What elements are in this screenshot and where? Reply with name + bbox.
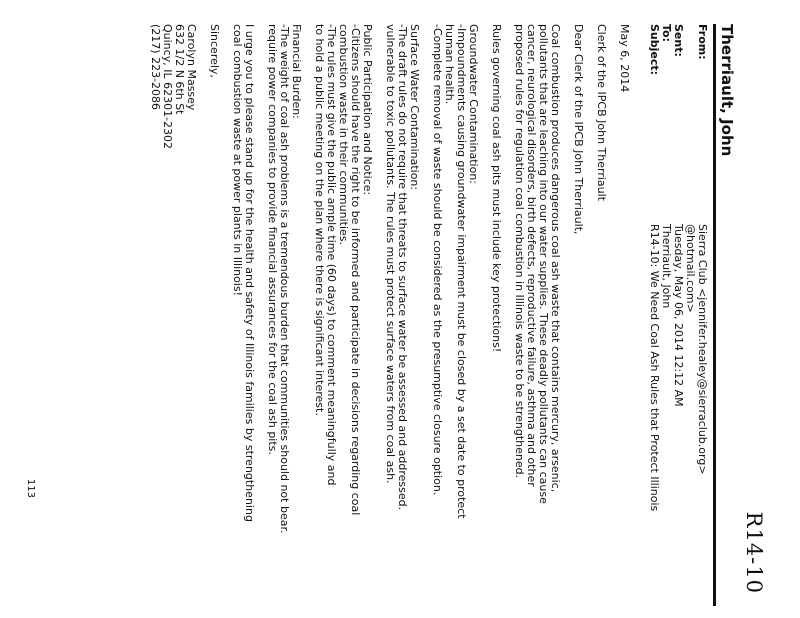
letter-sections bbox=[231, 24, 479, 618]
sender-name-heading: Therriault, John bbox=[718, 24, 736, 157]
header-row bbox=[648, 24, 661, 512]
section-line: Surface Water Contamination: bbox=[408, 24, 421, 191]
letter-recipient: Clerk of the IPCB John Therriault bbox=[595, 24, 608, 202]
header-row bbox=[660, 24, 673, 309]
section-line: -Citizens should have the right to be informed and participate in decisions regarding coal bbox=[349, 24, 362, 516]
section-line: Groundwater Contamination: bbox=[467, 24, 480, 184]
header-row bbox=[672, 24, 685, 407]
header-label: Sent: bbox=[672, 24, 685, 57]
section-line: I urge you to please stand up for the health and safety of Illinois families by strengthening bbox=[243, 24, 256, 522]
header-label: To: bbox=[660, 24, 673, 42]
section-line: to hold a public meeting on the plan where there is significant interest. bbox=[313, 24, 326, 416]
signature-line: (217) 223-2086 bbox=[149, 24, 162, 111]
section-line: Public Participation and Notice: bbox=[361, 24, 374, 196]
rules-intro: Rules governing coal ash pits must include key protections! bbox=[490, 24, 503, 353]
letter-salutation: Dear Clerk of the IPCB John Therriault, bbox=[572, 24, 585, 235]
header-row bbox=[696, 24, 709, 475]
signature-line: 632 1/2 N 6th St bbox=[173, 24, 186, 115]
header-label: From: bbox=[696, 24, 709, 60]
header-value: Therriault, John bbox=[660, 224, 673, 309]
section-line: -The weight of coal ash problems is a tremendous burden that communities should not bear. bbox=[278, 24, 291, 534]
header-row bbox=[684, 24, 697, 313]
heading-rule bbox=[713, 24, 716, 606]
section-line: -The rules must give the public ample time (60 days) to comment meaningfully and bbox=[325, 24, 338, 486]
intro-line: Coal combustion produces dangerous coal ash waste that contains mercury, arsenic, bbox=[549, 24, 562, 493]
header-value: Sierra Club <jennifer.healey@sierraclub.org> bbox=[696, 224, 709, 475]
header-value: R14-10: We Need Coal Ash Rules that Protect Illinois bbox=[648, 224, 661, 512]
page-number: 113 bbox=[25, 478, 36, 498]
intro-line: pollutants that are leaching into our water supplies. These deadly pollutants can cause bbox=[537, 24, 550, 504]
docket-stamp: R14-10 bbox=[742, 511, 766, 594]
letter-section bbox=[266, 24, 302, 618]
section-line: human health. bbox=[443, 24, 456, 105]
intro-line: proposed rules for regulation coal combustion in Illinois waste to be strengthened. bbox=[513, 24, 526, 479]
letter-section bbox=[384, 24, 420, 618]
section-line: coal combustion waste at power plants in Illinois! bbox=[231, 24, 244, 297]
section-line: require power companies to provide financial assurances for the coal ash pits. bbox=[266, 24, 279, 455]
letter-section bbox=[313, 24, 373, 618]
section-line: -Complete removal of waste should be considered as the presumptive closure option. bbox=[431, 24, 444, 496]
email-header-block bbox=[648, 24, 709, 512]
intro-paragraph bbox=[513, 24, 561, 618]
closing: Sincerely, bbox=[208, 24, 221, 78]
header-label: Subject: bbox=[648, 24, 661, 76]
header-value: @hotmail.com> bbox=[684, 224, 697, 313]
letter-section bbox=[231, 24, 255, 618]
signature-line: Carolyn Massey bbox=[185, 24, 198, 111]
letter-body bbox=[138, 24, 630, 618]
signature-block bbox=[149, 24, 197, 618]
letter-date: May 6, 2014 bbox=[618, 24, 631, 93]
section-line: vulnerable to toxic pollutants. The rules must protect surface waters from coal ash. bbox=[384, 24, 397, 484]
signature-line: Quincy, IL 62301-2302 bbox=[161, 24, 174, 150]
header-value: Tuesday, May 06, 2014 12:12 AM bbox=[672, 224, 685, 407]
section-line: Financial Burden: bbox=[290, 24, 303, 119]
section-line: -Impoundments causing groundwater impairment must be closed by a set date to protect bbox=[455, 24, 468, 519]
letter-section bbox=[431, 24, 479, 618]
section-line: combustion waste in their communities. bbox=[337, 24, 350, 246]
intro-line: cancer, neurological disorders, birth defects, reproductive failure, asthma and other bbox=[525, 24, 538, 487]
section-line: -The draft rules do not require that threats to surface water be assessed and addressed. bbox=[396, 24, 409, 511]
